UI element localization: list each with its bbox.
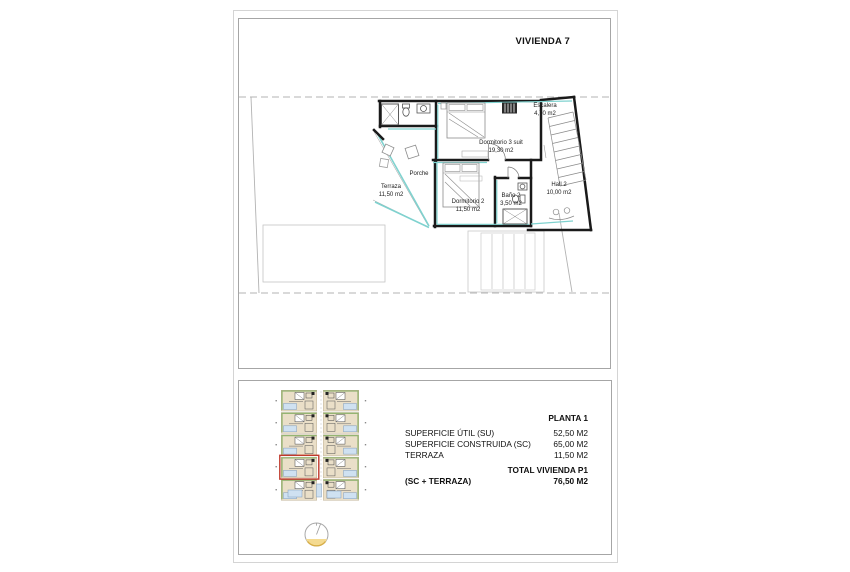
- total-row: [405, 476, 588, 486]
- drawing-title: VIVIENDA 7: [515, 36, 570, 47]
- summary-row: [405, 439, 588, 449]
- hall-furniture: [549, 208, 574, 220]
- floor-label: PLANTA 1: [548, 413, 588, 423]
- label-terraza: Terraza 11,50 m2: [378, 184, 404, 198]
- site-units-right-column: [323, 390, 359, 500]
- site-units-left-column: [281, 390, 317, 500]
- total-value: 76,50 M2: [553, 476, 588, 486]
- porch-furniture: [379, 144, 419, 168]
- label-dormitorio2: Dormitorio 2 11,50 m2: [451, 199, 485, 213]
- garden-pool-outline: [263, 225, 385, 282]
- label-bano2: Baño 2 3,50 m2: [500, 193, 522, 207]
- deck-pergola: [468, 231, 544, 292]
- total-sublabel: (SC + TERRAZA): [405, 476, 472, 486]
- total-label: TOTAL VIVIENDA P1: [507, 465, 588, 475]
- label-escalera: Escalera 4,70 m2: [533, 103, 557, 117]
- summary-row: [405, 428, 588, 438]
- summary-row-label: TERRAZA: [405, 450, 444, 460]
- summary-row-label: SUPERFICIE ÚTIL (SU): [405, 428, 495, 438]
- site-center-pool: [317, 484, 322, 497]
- label-hall2: Hall 2 10,00 m2: [546, 182, 572, 196]
- wardrobe: [502, 103, 517, 114]
- summary-row-value: 52,50 M2: [553, 428, 588, 438]
- summary-row: [405, 450, 588, 460]
- terraza-outline: [373, 130, 429, 228]
- north-compass-icon: [305, 523, 328, 546]
- label-porche: Porche: [409, 171, 429, 177]
- site-plan-drawing: [250, 383, 375, 553]
- bathroom1-fixtures: [382, 104, 431, 125]
- summary-row-value: 65,00 M2: [553, 439, 588, 449]
- summary-row-value: 11,50 M2: [554, 450, 588, 460]
- label-dormitorio3: Dormitorio 3 suit 19,30 m2: [479, 140, 523, 154]
- summary-row-label: SUPERFICIE CONSTRUIDA (SC): [405, 439, 531, 449]
